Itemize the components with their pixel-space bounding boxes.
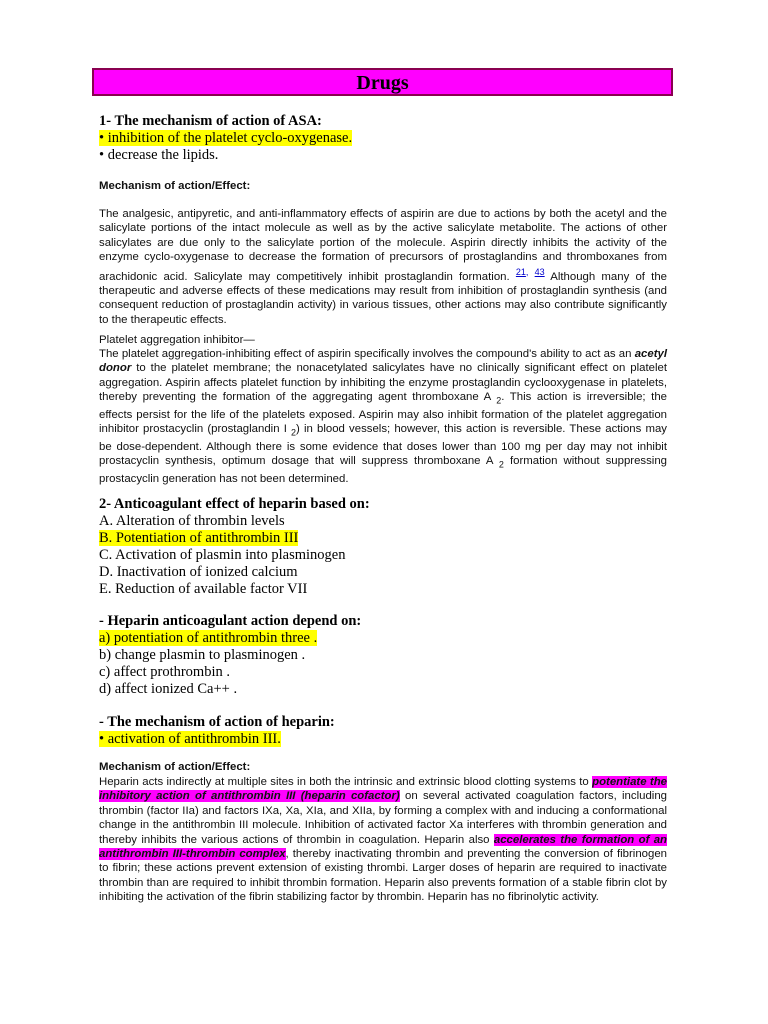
platelet-text-a: The platelet aggregation-inhibiting effect of aspirin specifically involves the compound's ability to act as an	[99, 348, 632, 360]
accelerates-highlight: accelerates the formation of an antithrombin III-thrombin complex	[99, 833, 667, 861]
subscript-2a: 2	[496, 395, 502, 406]
asa-mechanism-paragraph	[99, 207, 667, 327]
acetyl-donor-term: acetyl donor	[99, 348, 668, 375]
heparin-mechanism-paragraph	[99, 775, 667, 905]
platelet-text-d: ) in blood vessels; however, this action is reversible. These actions may be dose-dependent. Although there is some evidence that doses lower than 100 mg per day may not inhibit prostacyclin synthesis, optimum dosage that will suppress thromboxane A	[99, 423, 667, 468]
asa-para1-text-a: The analgesic, antipyretic, and anti-inflammatory effects of aspirin are due to actions by both the acetyl and the salicylate portions of the intact molecule as well as by the active salicylate metabolite. The actions of other salicylates are due only to the salicylate portion of the molecule. Aspirin directly inhibits the activity of the enzyme cyclo-oxygenase to decrease the formation of precursors of prostaglandins and thromboxanes from arachidonic acid. Salicylate may competitively inhibit prostaglandin formation.	[99, 208, 667, 283]
subscript-2b: 2	[291, 427, 297, 438]
depend-option-c: c) affect prothrombin .	[99, 664, 230, 680]
asa-answer-correct: • inhibition of the platelet cyclo-oxygenase.	[99, 130, 353, 146]
depend-option-a-correct: a) potentiation of antithrombin three .	[99, 630, 318, 646]
heparin-text-b: on several activated coagulation factors, including thrombin (factor IIa) and factors IXa, Xa, XIa, and XIIa, by forming a complex with and inducing a conformational change in the antithrombin III molecule. Inhibition of activated factor Xa interferes with thrombin generation and thereby inhibits the various actions of thrombin in coagulation. Heparin also	[99, 790, 667, 846]
subscript-2c: 2	[498, 459, 504, 470]
heparin-mechanism-heading: Mechanism of action/Effect:	[99, 761, 251, 773]
depend-option-d: d) affect ionized Ca++ .	[99, 681, 238, 697]
asa-mechanism-heading: Mechanism of action/Effect:	[99, 180, 251, 192]
depend-option-b: b) change plasmin to plasminogen .	[99, 647, 306, 663]
option-b-correct: B. Potentiation of antithrombin III	[99, 530, 299, 546]
potentiate-highlight: potentiate the inhibitory action of antithrombin III (heparin cofactor)	[99, 776, 667, 803]
heparin-text-c: , thereby inactivating thrombin and preventing the conversion of fibrinogen to fibrin; these actions prevent extension of existing thrombi. Larger doses of heparin are required to inactivate thrombin than are required to inhibit thrombin formation. Heparin also prevents formation of a stable fibrin clot by inhibiting the activation of the fibrin stabilizing factor by thrombin. Heparin has no fibrinolytic activity.	[99, 848, 667, 904]
heparin-mechanism-block	[99, 714, 667, 748]
option-e: E. Reduction of available factor VII	[99, 581, 308, 597]
option-c: C. Activation of plasmin into plasminogen	[99, 547, 346, 563]
heparin-question-2: 2- Anticoagulant effect of heparin based on:	[99, 496, 370, 512]
heparin-text-a: Heparin acts indirectly at multiple sites in both the intrinsic and extrinsic blood clotting systems to	[99, 776, 589, 788]
reference-link-43[interactable]: 43	[534, 266, 545, 277]
asa-answer-2: • decrease the lipids.	[99, 147, 219, 163]
page-title: Drugs	[92, 68, 673, 96]
asa-question-block	[99, 113, 667, 164]
platelet-text-b: to the platelet membrane; the nonacetylated salicylates have no clinically significant effect on platelet aggregation. Aspirin affects platelet function by inhibiting the enzyme prostaglandin cyclooxygenase in platelets, thereby preventing the formation of the aggregating agent thromboxane A	[99, 362, 667, 404]
platelet-text-c: . This action is irreversible; the effects persist for the life of the platelets exposed. Aspirin may also inhibit formation of the platelet aggregation inhibitor prostacyclin (prostaglandin I	[99, 391, 667, 436]
heparin-mechanism-question: - The mechanism of action of heparin:	[99, 714, 335, 730]
platelet-text-e: formation without suppressing prostacyclin generation has not been determined.	[99, 455, 668, 486]
heparin-depend-question: - Heparin anticoagulant action depend on:	[99, 613, 362, 629]
heparin-question-block	[99, 496, 667, 598]
option-d: D. Inactivation of ionized calcium	[99, 564, 298, 580]
reference-link-21[interactable]: 21	[515, 266, 526, 277]
asa-para1-text-b: Although many of the therapeutic and adverse effects of these medications may result from inhibition of prostaglandin synthesis (and consequent reduction of prostaglandin activity) in various tissues, other actions may also contribute significantly to the therapeutic effects.	[99, 270, 668, 326]
platelet-heading: Platelet aggregation inhibitor—	[99, 334, 255, 346]
heparin-depend-block	[99, 613, 667, 698]
asa-question: 1- The mechanism of action of ASA:	[99, 113, 322, 129]
heparin-mechanism-answer: • activation of antithrombin III.	[99, 731, 281, 747]
platelet-paragraph	[99, 347, 667, 487]
reference-separator: ,	[525, 266, 529, 277]
option-a: A. Alteration of thrombin levels	[99, 513, 285, 529]
